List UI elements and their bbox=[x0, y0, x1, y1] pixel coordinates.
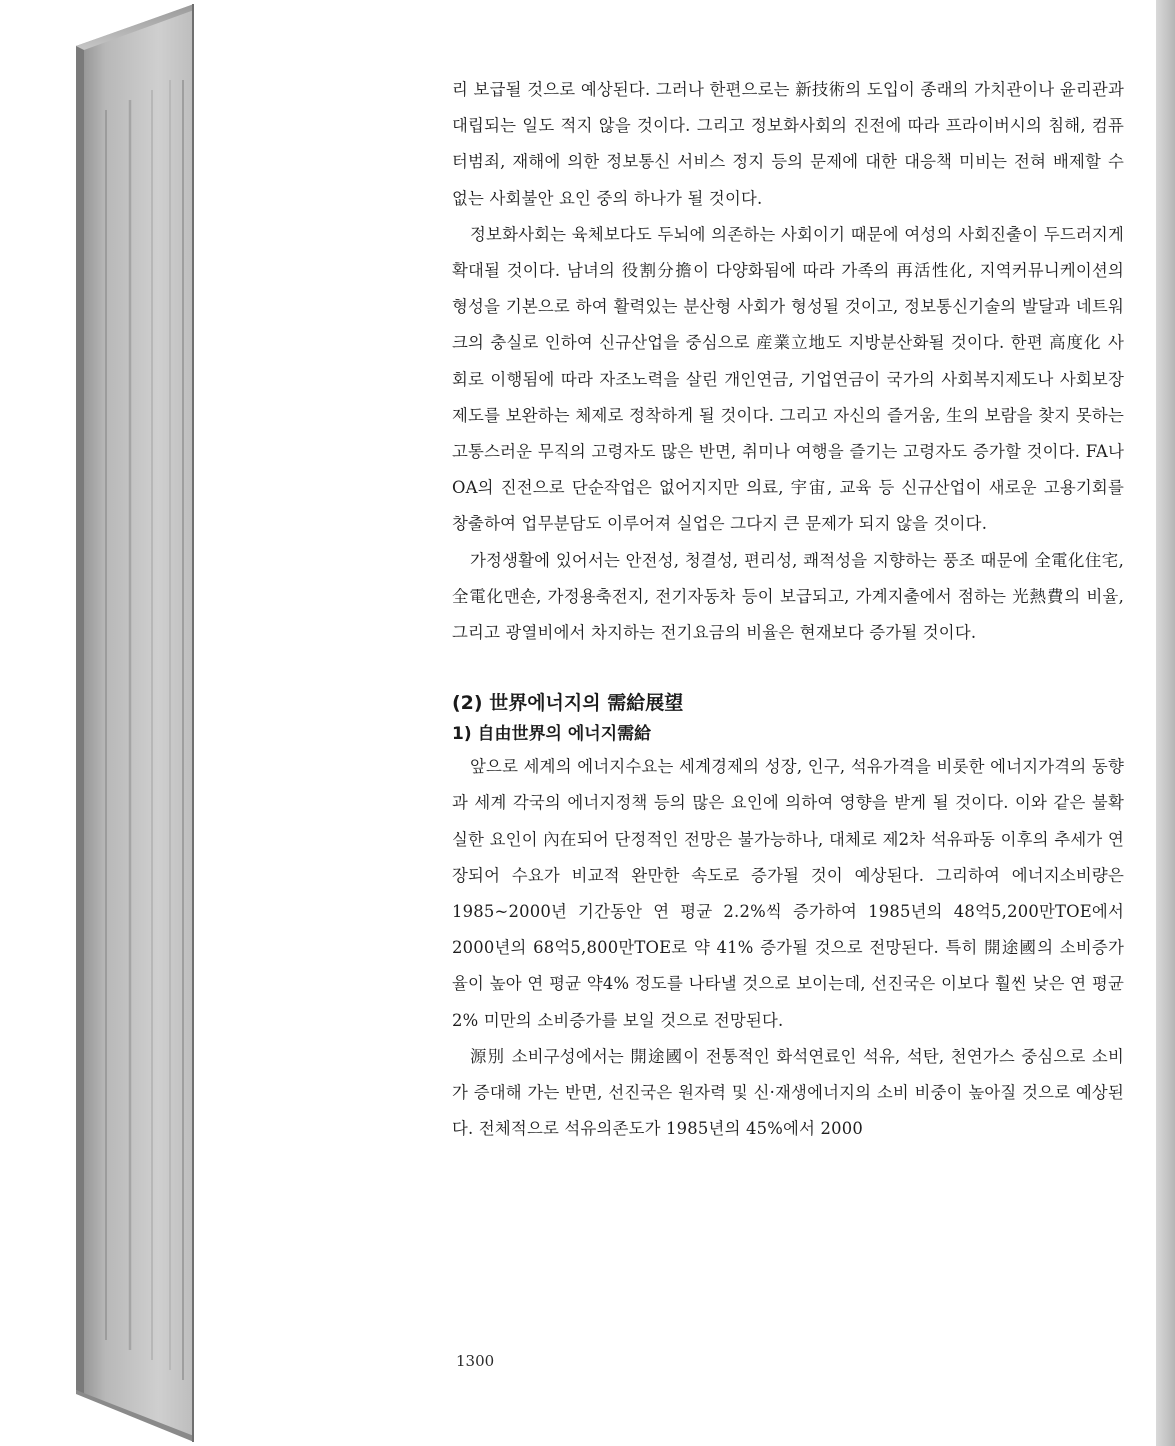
paragraph: 가정생활에 있어서는 안전성, 청결성, 편리성, 쾌적성을 지향하는 풍조 때문에 全電化住宅, 全電化맨숀, 가정용축전지, 전기자동차 등이 보급되고, 가계지출에서 점하는 光熱費의 비율, 그리고 광열비에서 차지하는 전기요금의 비율은 현재보다 증가될 것이다. bbox=[452, 550, 1124, 643]
paragraph: 리 보급될 것으로 예상된다. 그러나 한편으로는 新技術의 도입이 종래의 가치관이나 윤리관과 대립되는 일도 적지 않을 것이다. 그리고 정보화사회의 진전에 따라 프라이버시의 침해, 컴퓨터범죄, 재해에 의한 정보통신 서비스 정지 등의 문제에 대한 대응책 미비는 전혀 배제할 수 없는 사회불안 요인 중의 하나가 될 것이다. bbox=[452, 80, 1124, 208]
paragraph: 앞으로 세계의 에너지수요는 세계경제의 성장, 인구, 석유가격을 비롯한 에너지가격의 동향과 세계 각국의 에너지정책 등의 많은 요인에 의하여 영향을 받게 될 것이다. 이와 같은 불확실한 요인이 內在되어 단정적인 전망은 불가능하나, 대체로 제2차 석유파동 이후의 추세가 연장되어 수요가 비교적 완만한 속도로 증가될 것이 예상된다. 그리하여 에너지소비량은 1985~2000년 기간동안 연 평균 2.2%씩 증가하여 1985년의 48억5,200만TOE에서 2000년의 68억5,800만TOE로 약 41% 증가될 것으로 전망된다. 특히 開途國의 소비증가율이 높아 연 평균 약4% 정도를 나타낼 것으로 보이는데, 선진국은 이보다 훨씬 낮은 연 평균 2% 미만의 소비증가를 보일 것으로 전망된다. bbox=[452, 757, 1124, 1030]
paragraph: 정보화사회는 육체보다도 두뇌에 의존하는 사회이기 때문에 여성의 사회진출이 두드러지게 확대될 것이다. 남녀의 役割分擔이 다양화됨에 따라 가족의 再活性化, 지역커뮤니케이션의 형성을 기본으로 하여 활력있는 분산형 사회가 형성될 것이고, 정보통신기술의 발달과 네트워크의 충실로 인하여 신규산업을 중심으로 産業立地도 지방분산화될 것이다. 한편 高度化 사회로 이행됨에 따라 자조노력을 살린 개인연금, 기업연금이 국가의 사회복지제도나 사회보장제도를 보완하는 체제로 정착하게 될 것이다. 그리고 자신의 즐거움, 生의 보람을 찾지 못하는 고통스러운 무직의 고령자도 많은 반면, 취미나 여행을 즐기는 고령자도 증가할 것이다. FA나 OA의 진전으로 단순작업은 없어지지만 의료, 宇宙, 교육 등 신규산업이 새로운 고용기회를 창출하여 업무분담도 이루어져 실업은 그다지 큰 문제가 되지 않을 것이다. bbox=[452, 224, 1124, 534]
page-number: 1300 bbox=[456, 1352, 495, 1370]
page-text bbox=[452, 72, 1124, 1147]
section-heading: (2) 世界에너지의 需給展望 bbox=[452, 692, 684, 715]
sub-heading: 1) 自由世界의 에너지需給 bbox=[452, 724, 652, 745]
paragraph: 源別 소비구성에서는 開途國이 전통적인 화석연료인 석유, 석탄, 천연가스 중심으로 소비가 증대해 가는 반면, 선진국은 원자력 및 신·재생에너지의 소비 비중이 높아질 것으로 예상된다. 전체적으로 석유의존도가 1985년의 45%에서 2000 bbox=[452, 1046, 1124, 1139]
page-right-edge bbox=[1156, 0, 1175, 1446]
